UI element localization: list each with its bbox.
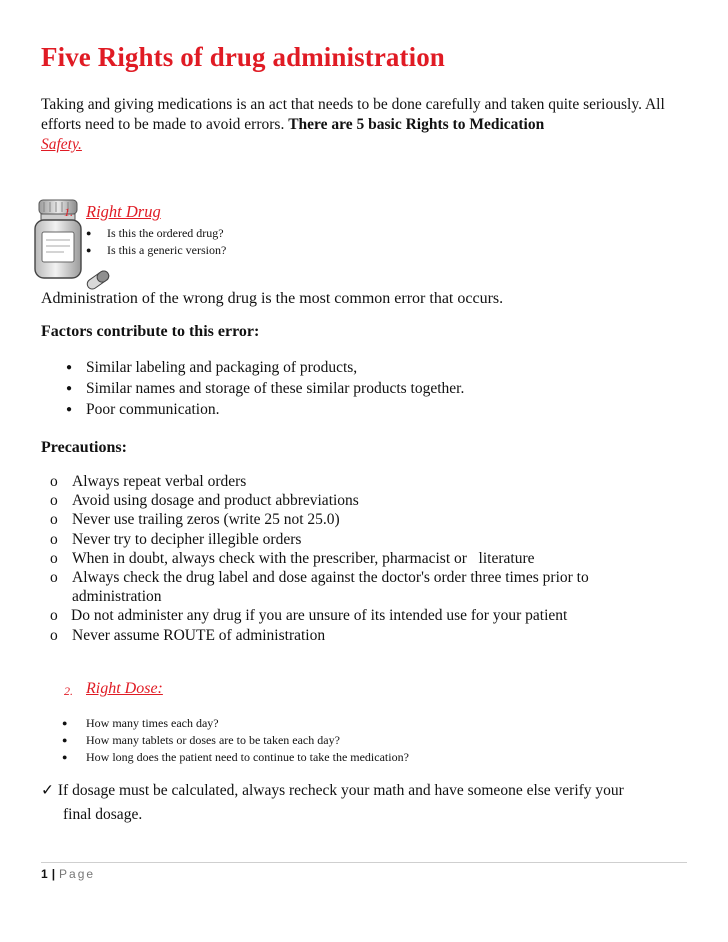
footer-separator: |	[51, 867, 56, 881]
checkmark-icon: ✓	[41, 782, 54, 799]
list-marker: o	[50, 511, 58, 529]
intro-bold-text: There are 5 basic Rights to Medication	[288, 116, 545, 133]
list-item: o Never use trailing zeros (write 25 not 25.0)	[50, 511, 340, 529]
list-marker: o	[50, 549, 58, 567]
list-item: ● How many tablets or doses are to be taken each day?	[62, 732, 409, 749]
list-item: ● How many times each day?	[62, 715, 409, 732]
section-1-title: Right Drug	[86, 202, 161, 221]
intro-text: Taking and giving medications is an act that needs to be done carefully and taken quite seriously. All efforts need to be made to avoid errors.	[41, 96, 665, 133]
list-item: o Always repeat verbal orders	[50, 473, 247, 490]
list-item: ● Is this the ordered drug?	[86, 225, 226, 242]
section-1-questions	[86, 225, 226, 259]
section-1-number: 1.	[64, 205, 73, 219]
list-marker: o	[50, 473, 58, 490]
list-marker: o	[50, 569, 58, 587]
section-2-number: 2.	[64, 684, 73, 698]
check-note-line-1: If dosage must be calculated, always recheck your math and have someone else verify your	[57, 782, 624, 799]
list-item: ● Similar names and storage of these similar products together.	[66, 378, 464, 399]
dosage-check-note	[41, 779, 691, 827]
list-item: o Always check the drug label and dose against the doctor's order three times prior to administration	[50, 569, 589, 606]
footer-divider	[41, 862, 687, 863]
list-item: ● Similar labeling and packaging of products,	[66, 357, 464, 378]
check-note-line-2: final dosage.	[63, 806, 143, 823]
list-item: o When in doubt, always check with the prescriber, pharmacist or literature	[50, 549, 535, 567]
list-item: ● How long does the patient need to continue to take the medication?	[62, 749, 409, 766]
list-marker: o	[50, 492, 58, 510]
section-2-questions	[62, 715, 409, 766]
list-item: ● Is this a generic version?	[86, 242, 226, 259]
list-item: o Never assume ROUTE of administration	[50, 626, 326, 644]
list-item: o Do not administer any drug if you are unsure of its intended use for your patient	[50, 607, 568, 625]
section-2-title: Right Dose:	[86, 680, 163, 697]
page-number: 1	[41, 867, 48, 881]
page-label: Page	[59, 867, 96, 881]
factors-heading: Factors contribute to this error:	[41, 323, 260, 340]
list-item: ● Poor communication.	[66, 399, 464, 420]
precautions-list	[48, 472, 688, 645]
list-marker: o	[50, 626, 58, 644]
list-item: o Avoid using dosage and product abbreviations	[50, 492, 359, 510]
precautions-heading: Precautions:	[41, 439, 127, 456]
factors-list	[66, 357, 464, 420]
intro-paragraph	[41, 95, 691, 155]
wrong-drug-paragraph: Administration of the wrong drug is the most common error that occurs.	[41, 290, 504, 307]
safety-link[interactable]: Safety.	[41, 136, 82, 153]
page-footer	[41, 867, 95, 881]
list-item: o Never try to decipher illegible orders	[50, 530, 302, 548]
list-marker: o	[50, 607, 58, 625]
list-marker: o	[50, 530, 58, 548]
page-title: Five Rights of drug administration	[41, 42, 445, 72]
